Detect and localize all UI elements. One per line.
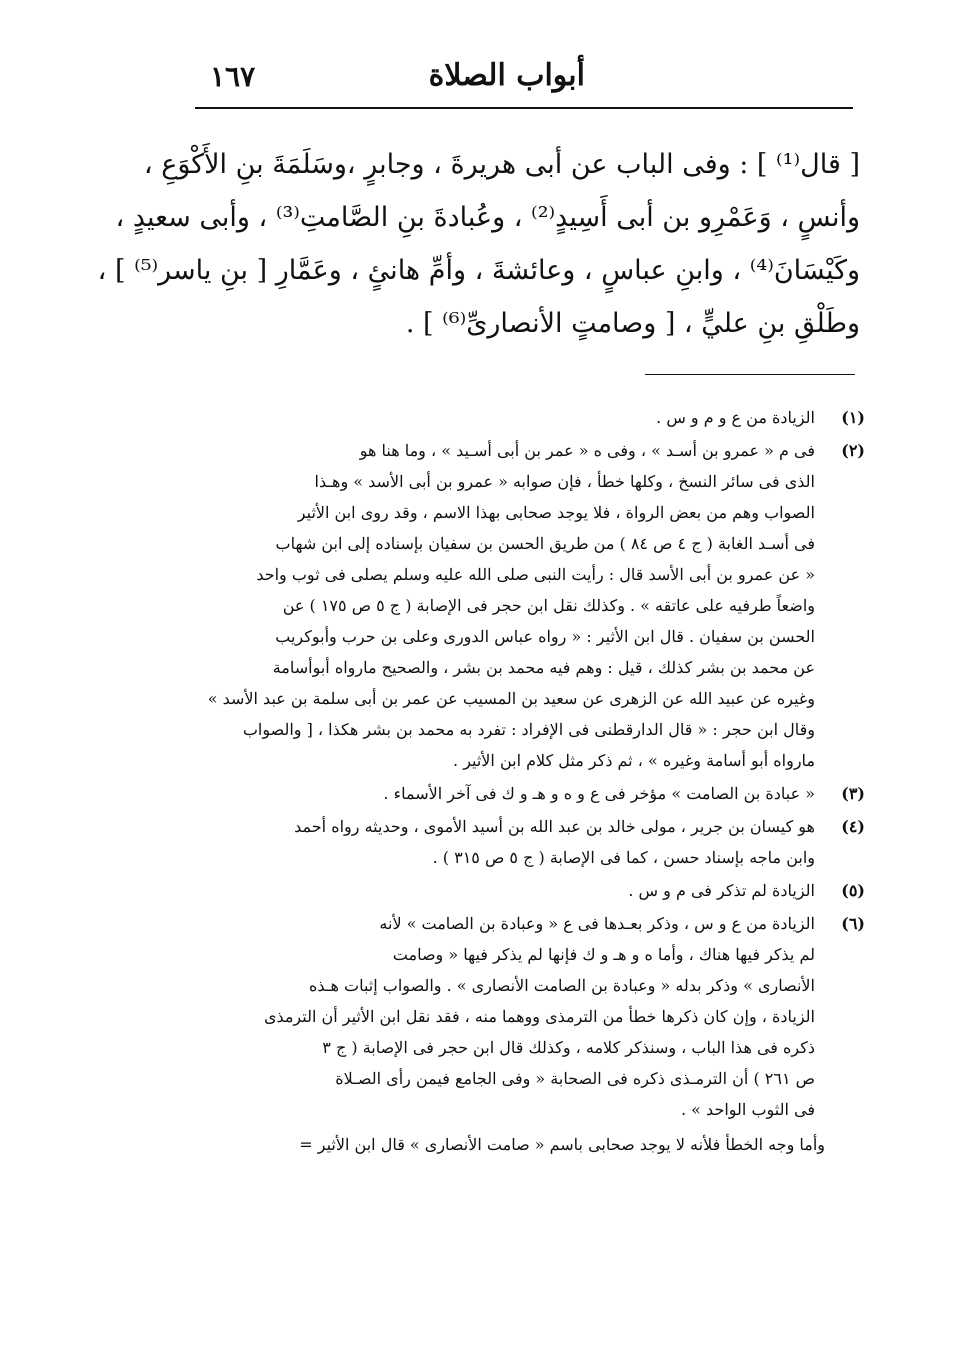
footnote-line: الحسن بن سفيان . قال ابن الأثير : « رواه عباس الدورى وعلى بن حرب وأبوكريب xyxy=(275,627,815,646)
footnote-line: الزيادة ، وإن كان ذكرها خطأ من الترمذى ووهما منه ، فقد نقل ابن الأثير أن الترمذى xyxy=(263,1007,815,1026)
footnote-line: « عبادة بن الصامت » مؤخر فى ع و ه و هـ و ك فى آخر الأسماء . xyxy=(383,784,815,803)
footnote-number: (٢) xyxy=(841,441,865,460)
main-text-line: وكَيْسَانَ⁽⁴⁾ ، وابنِ عباسٍ ، وعائشةَ ، وأمِّ هانئٍ ، وعَمَّارِ [ بنِ ياسر⁽⁵⁾ ] ، xyxy=(97,255,860,286)
footnote-number: (٣) xyxy=(841,784,865,803)
footnote-5 xyxy=(140,875,865,906)
page-number: ١٦٧ xyxy=(210,60,256,93)
footnote-line: لم يذكر فيها هناك ، وأما ه و هـ و ك فإنها لم يذكر فيها « وصامت xyxy=(392,945,815,964)
footnote-line: الزيادة من ع و س ، وذكر بعـدها فى ع « وعبادة بن الصامت » لأنه xyxy=(379,914,815,933)
footnote-6 xyxy=(140,908,865,1125)
footnote-number: (١) xyxy=(841,408,865,427)
footnote-line: وقال ابن حجر : « قال الدارقطنى فى الإفراد : تفرد به محمد بن بشر هكذا ، [ والصواب xyxy=(242,720,815,739)
footnote-number: (٤) xyxy=(841,817,865,836)
footnote-2 xyxy=(140,435,865,776)
footnote-number: (٥) xyxy=(841,881,865,900)
footnotes xyxy=(140,402,865,1160)
footnote-line: « عن عمرو بن أبى الأسد قال : رأيت النبى صلى الله عليه وسلم يصلى فى ثوب واحد xyxy=(256,565,815,584)
footnote-line: الزيادة من ع و م و س . xyxy=(656,408,815,427)
footnote-line: فى الثوب الواحد » . xyxy=(681,1100,815,1119)
footnote-number: (٦) xyxy=(841,914,865,933)
footnote-divider xyxy=(645,374,855,375)
header-divider xyxy=(195,107,853,109)
page-header xyxy=(195,58,855,104)
footnote-line: فى م « عمرو بن أسـد » ، وفى ه « عمر بن أبى أسـيد » ، وما هنا هو xyxy=(359,441,815,460)
footnote-line: وغيره عن عبيد الله عن الزهرى عن سعيد بن المسيب عن عمر بن أبى سلمة بن عبد الأسد » xyxy=(207,689,815,708)
main-text-line: وطَلْقِ بنِ عليٍّ ، [ وصامتٍ الأنصارىِّ⁽⁶⁾ ] . xyxy=(405,308,860,339)
main-text xyxy=(97,138,860,350)
main-text-line: [ قال⁽¹⁾ ] : وفى الباب عن أبى هريرةَ ، وجابرٍ ،وسَلَمَةَ بنِ الأَكْوَعِ ، xyxy=(143,149,860,180)
main-text-line: وأنسٍ ، وَعَمْرِو بن أبى أَسِيدٍ⁽²⁾ ، وعُبادةَ بنِ الصَّامتِ⁽³⁾ ، وأبى سعيدٍ ، xyxy=(115,202,860,233)
footnote-3 xyxy=(140,778,865,809)
footnote-line: هو كيسان بن جرير ، مولى خالد بن عبد الله بن أسيد الأموى ، وحديثه رواه أحمد xyxy=(294,817,815,836)
footnote-line: ذكره فى هذا الباب ، وسنذكر كلامه ، وكذلك قال ابن حجر فى الإصابة ( ج ٣ xyxy=(322,1038,815,1057)
footnote-4 xyxy=(140,811,865,873)
footnote-line: ص ٢٦١ ) أن الترمـذى ذكره فى الصحابة « وفى الجامع فيمن رأى الصـلاة xyxy=(335,1069,815,1088)
footnote-line: واضعاً طرفيه على عاتقه » . وكذلك نقل ابن حجر فى الإصابة ( ج ٥ ص ١٧٥ ) عن xyxy=(282,596,815,615)
footnote-line: مارواه أبو أسامة وغيره » ، ثم ذكر مثل كلام ابن الأثير . xyxy=(453,751,815,770)
footnote-continuation: وأما وجه الخطأ فلأنه لا يوجد صحابى باسم « صامت الأنصارى » قال ابن الأثير = xyxy=(299,1135,825,1154)
page-title: أبواب الصلاة xyxy=(428,58,585,93)
footnote-line: عن محمد بن بشر كذلك ، قيل : وهم فيه محمد بن بشر ، والصحيح مارواه أبوأسامة xyxy=(272,658,815,677)
footnote-line: وابن ماجه بإسناد حسن ، كما فى الإصابة ( ج ٥ ص ٣١٥ ) . xyxy=(432,848,815,867)
footnote-line: فى أسـد الغابة ( ج ٤ ص ٨٤ ) من طريق الحسن بن سفيان بإسناده إلى ابن شهاب xyxy=(275,534,815,553)
footnote-line: الذى فى سائر النسخ ، وكلها خطأ ، فإن صوابه « عمرو بن أبى الأسد » وهـذا xyxy=(314,472,815,491)
footnote-1 xyxy=(140,402,865,433)
footnote-line: الزيادة لم تذكر فى م و س . xyxy=(628,881,815,900)
footnote-line: الصواب وهم من بعض الرواة ، فلا يوجد صحابى بهذا الاسم ، وقد روى ابن الأثير xyxy=(297,503,815,522)
footnote-line: الأنصارى » وذكر بدله « وعبادة بن الصامت الأنصارى » . والصواب إثبات هـذه xyxy=(309,976,815,995)
